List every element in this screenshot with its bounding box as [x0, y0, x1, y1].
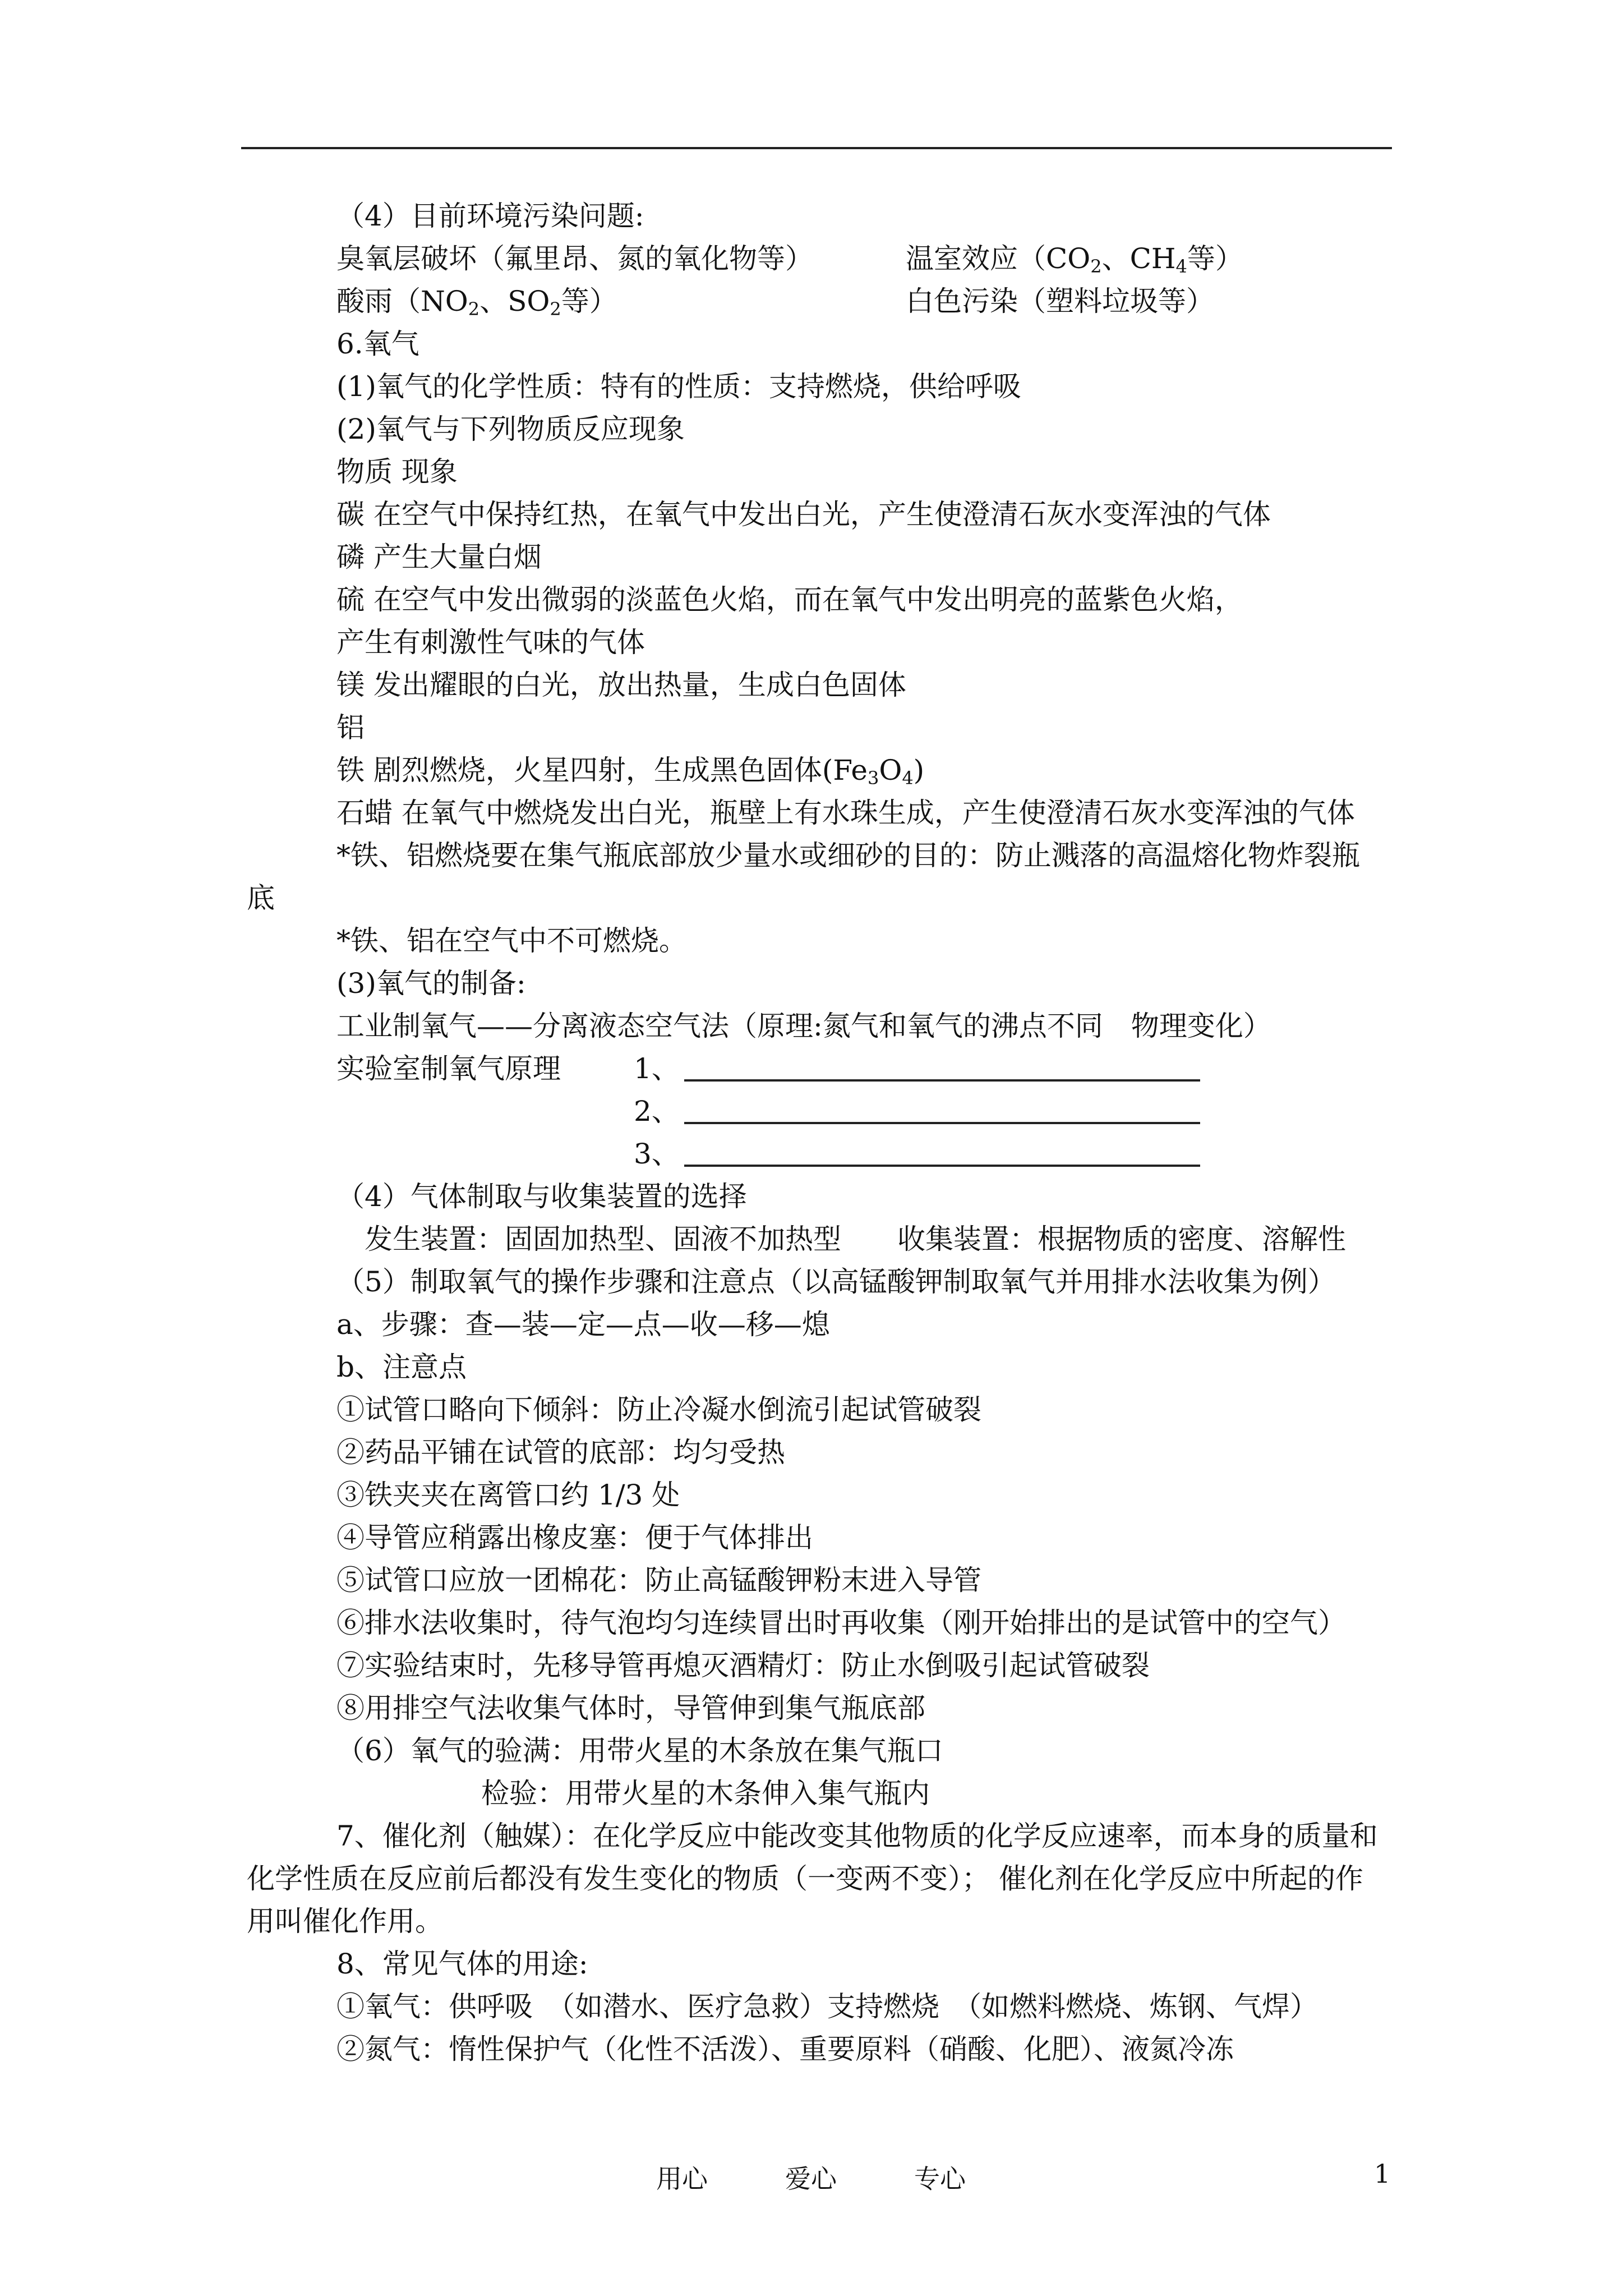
reaction-wax: 石蜡 在氧气中燃烧发出白光，瓶壁上有水珠生成，产生使澄清石灰水变浑浊的气体 — [336, 797, 1355, 829]
oxygen-check-full: （6）氧气的验满：用带火星的木条放在集气瓶口 — [336, 1734, 943, 1767]
fill-blank-1: 1、 — [634, 1052, 1200, 1085]
blank-line — [684, 1097, 1200, 1124]
steps: a、步骤：查—装—定—点—收—移—熄 — [336, 1308, 830, 1341]
note-item: ⑥排水法收集时，待气泡均匀连续冒出时再收集（刚开始排出的是试管中的空气） — [336, 1607, 1346, 1639]
apparatus-title: （4）气体制取与收集装置的选择 — [336, 1180, 747, 1213]
note-item: ③铁夹夹在离管口约 1/3 处 — [336, 1479, 680, 1511]
oxygen-prep-title: (3)氧气的制备: — [336, 967, 526, 1000]
note-item: ②药品平铺在试管的底部：均匀受热 — [336, 1436, 785, 1469]
section-oxygen-title: 6.氧气 — [336, 328, 419, 360]
env-heading: （4）目前环境污染问题: — [336, 200, 644, 232]
env-greenhouse: 温室效应（$CO_2$、$CH_4$等） — [906, 242, 1243, 277]
oxygen-check-test: 检验：用带火星的木条伸入集气瓶内 — [481, 1777, 930, 1810]
fill-blank-3: 3、 — [634, 1137, 1200, 1171]
industrial-prep: 工业制氧气——分离液态空气法（原理:氮气和氧气的沸点不同 物理变化） — [336, 1010, 1271, 1042]
lab-prep-label: 实验室制氧气原理 — [336, 1052, 561, 1085]
env-white-pollution: 白色污染（塑料垃圾等） — [906, 285, 1214, 318]
reaction-magnesium: 镁 发出耀眼的白光，放出热量，生成白色固体 — [336, 669, 906, 701]
note-not-combustible: *铁、铝在空气中不可燃烧。 — [336, 924, 687, 957]
catalyst-line-3: 用叫催化作用。 — [247, 1905, 443, 1938]
reaction-aluminum: 铝 — [336, 711, 365, 744]
env-ozone: 臭氧层破坏（氟里昂、氮的氧化物等） — [336, 242, 813, 275]
oxygen-chem-property: (1)氧气的化学性质：特有的性质：支持燃烧，供给呼吸 — [336, 370, 1021, 403]
note-item: ⑤试管口应放一团棉花：防止高锰酸钾粉末进入导管 — [336, 1564, 981, 1596]
note-iron-aluminum-cont: 底 — [247, 882, 275, 914]
note-item: ①试管口略向下倾斜：防止冷凝水倒流引起试管破裂 — [336, 1393, 981, 1426]
note-item: ⑧用排空气法收集气体时，导管伸到集气瓶底部 — [336, 1692, 925, 1724]
page-number: 1 — [1374, 2159, 1391, 2189]
steps-title: （5）制取氧气的操作步骤和注意点（以高锰酸钾制取氧气并用排水法收集为例） — [336, 1266, 1336, 1298]
reaction-table-header: 物质 现象 — [336, 455, 458, 488]
note-item: ⑦实验结束时，先移导管再熄灭酒精灯：防止水倒吸引起试管破裂 — [336, 1649, 1150, 1682]
catalyst-line-2: 化学性质在反应前后都没有发生变化的物质（一变两不变）； 催化剂在化学反应中所起的作 — [247, 1862, 1363, 1895]
uses-title: 8、常见气体的用途: — [336, 1948, 588, 1980]
oxygen-reaction-title: (2)氧气与下列物质反应现象 — [336, 413, 685, 445]
catalyst-line-1: 7、催化剂（触媒）：在化学反应中能改变其他物质的化学反应速率，而本身的质量和 — [336, 1820, 1378, 1852]
fill-blank-2: 2、 — [634, 1094, 1200, 1128]
env-acid-rain: 酸雨（$NO_2$、$SO_2$等） — [336, 285, 617, 320]
header-rule — [241, 147, 1392, 149]
reaction-iron: 铁 剧烈燃烧，火星四射，生成黑色固体$(Fe_3O_4)$ — [336, 754, 925, 789]
notes-title: b、注意点 — [336, 1351, 467, 1383]
reaction-sulfur: 硫 在空气中发出微弱的淡蓝色火焰，而在氧气中发出明亮的蓝紫色火焰， — [336, 583, 1243, 616]
uses-oxygen: ①氧气：供呼吸 （如潜水、医疗急救）支持燃烧 （如燃料燃烧、炼钢、气焊） — [336, 1990, 1318, 2023]
apparatus-detail: 发生装置：固固加热型、固液不加热型 收集装置：根据物质的密度、溶解性 — [365, 1223, 1346, 1255]
note-item: ④导管应稍露出橡皮塞：便于气体排出 — [336, 1521, 813, 1554]
blank-line — [684, 1140, 1200, 1167]
uses-nitrogen: ②氮气：惰性保护气（化性不活泼）、重要原料（硝酸、化肥）、液氮冷冻 — [336, 2033, 1234, 2065]
reaction-phosphorus: 磷 产生大量白烟 — [336, 541, 542, 573]
footer-motto: 用心 爱心 专心 — [656, 2164, 966, 2194]
reaction-sulfur-cont: 产生有刺激性气味的气体 — [336, 626, 645, 659]
blank-line — [684, 1055, 1200, 1082]
note-iron-aluminum: *铁、铝燃烧要在集气瓶底部放少量水或细砂的目的：防止溅落的高温熔化物炸裂瓶 — [336, 839, 1360, 872]
reaction-carbon: 碳 在空气中保持红热，在氧气中发出白光，产生使澄清石灰水变浑浊的气体 — [336, 498, 1271, 531]
